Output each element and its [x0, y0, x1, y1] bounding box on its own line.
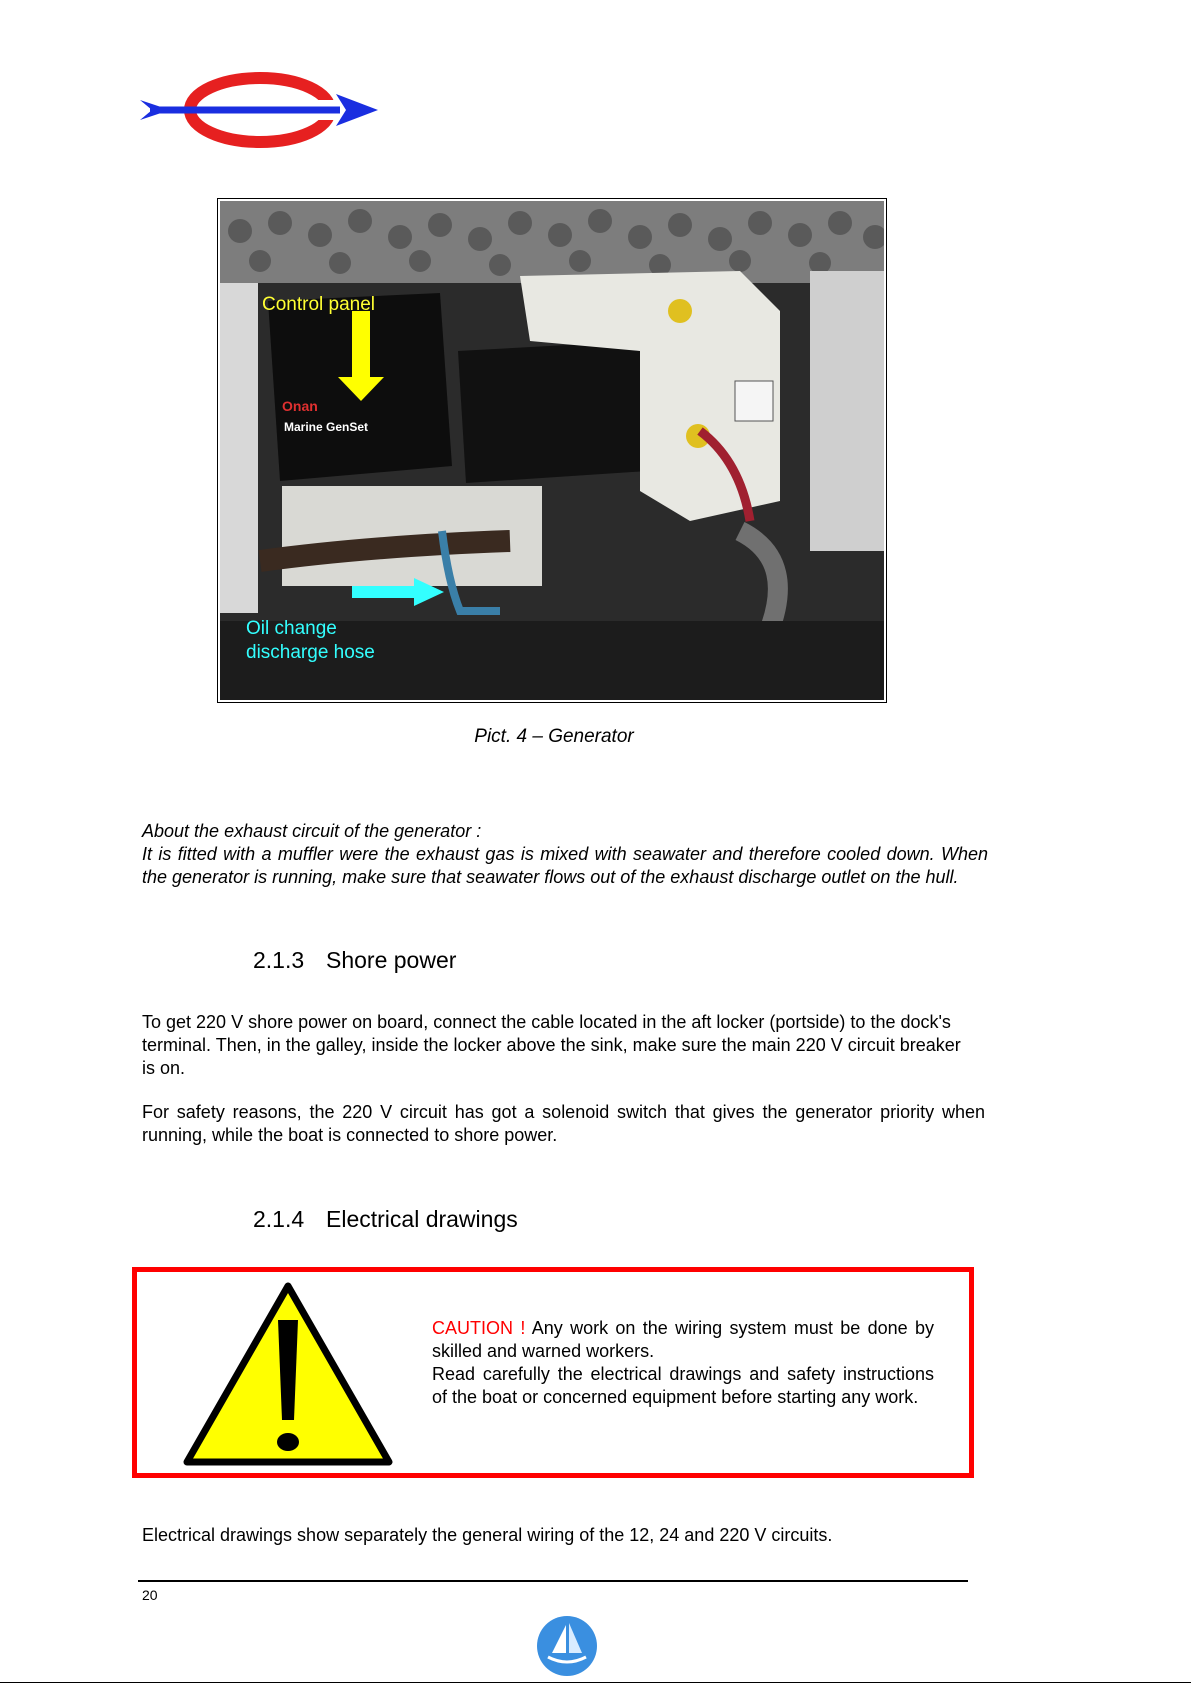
caution-text-2: Read carefully the electrical drawings and safety instructions of the boat or concerned equipment before starting any work.	[432, 1364, 934, 1407]
shore-paragraph-1: To get 220 V shore power on board, connect the cable located in the aft locker (portside) to the dock's terminal. Then, in the galley, inside the locker above the sink, make sure the main 220 V circuit breaker is on.	[142, 1012, 961, 1078]
caution-text-1: Any work on the wiring system must be done by skilled and warned workers.	[432, 1318, 934, 1361]
svg-text:Onan: Onan	[282, 398, 318, 414]
section-title: Shore power	[326, 947, 457, 973]
photo-caption: Pict. 4 – Generator	[474, 726, 634, 747]
control-panel-label: Control panel	[262, 294, 376, 315]
page-bottom-edge	[0, 1682, 1191, 1683]
caution-box	[132, 1267, 974, 1478]
shore-paragraph-2: For safety reasons, the 220 V circuit has got a solenoid switch that gives the generator priority when running, while the boat is connected to shore power.	[142, 1102, 985, 1145]
section-heading-electrical-drawings	[253, 1206, 518, 1233]
generator-photo	[217, 198, 887, 703]
page-number: 20	[142, 1587, 158, 1603]
section-heading-shore-power	[253, 947, 456, 974]
caution-text	[432, 1317, 934, 1409]
watermark-badge-icon	[536, 1615, 598, 1677]
drawings-paragraph: Electrical drawings show separately the general wiring of the 12, 24 and 220 V circuits.	[142, 1525, 833, 1545]
footer-rule	[138, 1580, 968, 1582]
exhaust-paragraph: It is fitted with a muffler were the exhaust gas is mixed with seawater and therefore cooled down. When the generator is running, make sure that seawater flows out of the exhaust discharge outlet on the hull.	[142, 844, 988, 887]
section-number: 2.1.3	[253, 947, 305, 973]
caution-label: CAUTION !	[432, 1318, 526, 1338]
company-logo	[140, 72, 380, 152]
warning-triangle-icon	[181, 1280, 395, 1470]
exhaust-intro: About the exhaust circuit of the generator :	[142, 821, 482, 841]
section-number: 2.1.4	[253, 1206, 305, 1232]
svg-text:Marine GenSet: Marine GenSet	[284, 420, 369, 434]
oil-hose-label: Oil change discharge hose	[246, 618, 375, 663]
section-title: Electrical drawings	[326, 1206, 518, 1232]
